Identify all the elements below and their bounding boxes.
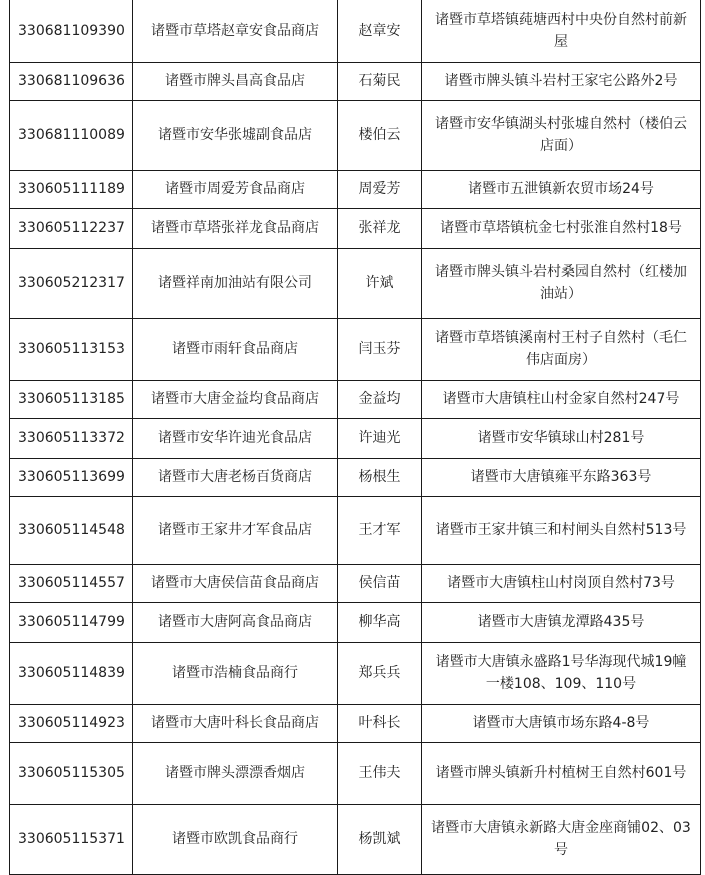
license-code: 330605114548 — [10, 496, 133, 564]
business-address: 诸暨市草塔镇溪南村王村子自然村（毛仁伟店面房） — [422, 318, 701, 380]
business-name: 诸暨市草塔张祥龙食品商店 — [133, 208, 338, 248]
license-code: 330681109636 — [10, 62, 133, 100]
owner-name: 金益均 — [338, 380, 422, 418]
business-address: 诸暨市安华镇球山村281号 — [422, 418, 701, 458]
business-name: 诸暨市安华张墟副食品店 — [133, 100, 338, 170]
business-address: 诸暨市大唐镇市场东路4-8号 — [422, 704, 701, 742]
owner-name: 郑兵兵 — [338, 642, 422, 704]
business-address: 诸暨市大唐镇雍平东路363号 — [422, 458, 701, 496]
license-code: 330605113372 — [10, 418, 133, 458]
table-row — [10, 742, 701, 804]
business-name: 诸暨市欧凯食品商行 — [133, 804, 338, 874]
business-address: 诸暨市牌头镇斗岩村桑园自然村（红楼加油站） — [422, 248, 701, 318]
table-row — [10, 170, 701, 208]
business-name: 诸暨市安华许迪光食品店 — [133, 418, 338, 458]
business-name: 诸暨市大唐金益均食品商店 — [133, 380, 338, 418]
owner-name: 许斌 — [338, 248, 422, 318]
license-code: 330605212317 — [10, 248, 133, 318]
owner-name: 张祥龙 — [338, 208, 422, 248]
table-row — [10, 0, 701, 62]
business-address: 诸暨市大唐镇永新路大唐金座商铺02、03号 — [422, 804, 701, 874]
business-name: 诸暨市王家井才军食品店 — [133, 496, 338, 564]
license-code: 330681109390 — [10, 0, 133, 62]
license-code: 330605113185 — [10, 380, 133, 418]
license-code: 330681110089 — [10, 100, 133, 170]
owner-name: 杨根生 — [338, 458, 422, 496]
owner-name: 王伟夫 — [338, 742, 422, 804]
business-name: 诸暨市大唐叶科长食品商店 — [133, 704, 338, 742]
license-code: 330605112237 — [10, 208, 133, 248]
business-name: 诸暨市大唐老杨百货商店 — [133, 458, 338, 496]
table-row — [10, 496, 701, 564]
business-list-table — [9, 0, 701, 875]
table-row — [10, 418, 701, 458]
owner-name: 楼伯云 — [338, 100, 422, 170]
owner-name: 侯信苗 — [338, 564, 422, 602]
owner-name: 石菊民 — [338, 62, 422, 100]
owner-name: 闫玉芬 — [338, 318, 422, 380]
business-address: 诸暨市王家井镇三和村闸头自然村513号 — [422, 496, 701, 564]
business-name: 诸暨市牌头昌高食品店 — [133, 62, 338, 100]
table-row — [10, 62, 701, 100]
license-code: 330605115305 — [10, 742, 133, 804]
business-name: 诸暨市周爱芳食品商店 — [133, 170, 338, 208]
license-code: 330605114799 — [10, 602, 133, 642]
license-code: 330605113699 — [10, 458, 133, 496]
table-row — [10, 602, 701, 642]
license-code: 330605114557 — [10, 564, 133, 602]
business-address: 诸暨市草塔镇杭金七村张淮自然村18号 — [422, 208, 701, 248]
business-name: 诸暨市草塔赵章安食品商店 — [133, 0, 338, 62]
business-address: 诸暨市安华镇湖头村张墟自然村（楼伯云店面） — [422, 100, 701, 170]
business-address: 诸暨市大唐镇柱山村岗顶自然村73号 — [422, 564, 701, 602]
table-row — [10, 564, 701, 602]
business-address: 诸暨市大唐镇柱山村金家自然村247号 — [422, 380, 701, 418]
business-address: 诸暨市大唐镇永盛路1号华海现代城19幢一楼108、109、110号 — [422, 642, 701, 704]
business-name: 诸暨市大唐阿高食品商店 — [133, 602, 338, 642]
license-code: 330605114839 — [10, 642, 133, 704]
business-name: 诸暨市雨轩食品商店 — [133, 318, 338, 380]
business-address: 诸暨市大唐镇龙潭路435号 — [422, 602, 701, 642]
table-row — [10, 248, 701, 318]
license-code: 330605115371 — [10, 804, 133, 874]
license-code: 330605113153 — [10, 318, 133, 380]
owner-name: 许迪光 — [338, 418, 422, 458]
table-row — [10, 208, 701, 248]
business-address: 诸暨市草塔镇莼塘西村中央份自然村前新屋 — [422, 0, 701, 62]
business-address: 诸暨市牌头镇斗岩村王家宅公路外2号 — [422, 62, 701, 100]
business-name: 诸暨市牌头漂漂香烟店 — [133, 742, 338, 804]
license-code: 330605114923 — [10, 704, 133, 742]
table-row — [10, 380, 701, 418]
business-name: 诸暨市大唐侯信苗食品商店 — [133, 564, 338, 602]
owner-name: 赵章安 — [338, 0, 422, 62]
owner-name: 柳华高 — [338, 602, 422, 642]
table-row — [10, 642, 701, 704]
business-address: 诸暨市五泄镇新农贸市场24号 — [422, 170, 701, 208]
owner-name: 叶科长 — [338, 704, 422, 742]
table-row — [10, 804, 701, 874]
table-row — [10, 458, 701, 496]
table-row — [10, 100, 701, 170]
owner-name: 杨凯斌 — [338, 804, 422, 874]
table-row — [10, 704, 701, 742]
owner-name: 王才军 — [338, 496, 422, 564]
business-name: 诸暨市浩楠食品商行 — [133, 642, 338, 704]
table-row — [10, 318, 701, 380]
owner-name: 周爱芳 — [338, 170, 422, 208]
business-name: 诸暨祥南加油站有限公司 — [133, 248, 338, 318]
license-code: 330605111189 — [10, 170, 133, 208]
business-address: 诸暨市牌头镇新升村植树王自然村601号 — [422, 742, 701, 804]
